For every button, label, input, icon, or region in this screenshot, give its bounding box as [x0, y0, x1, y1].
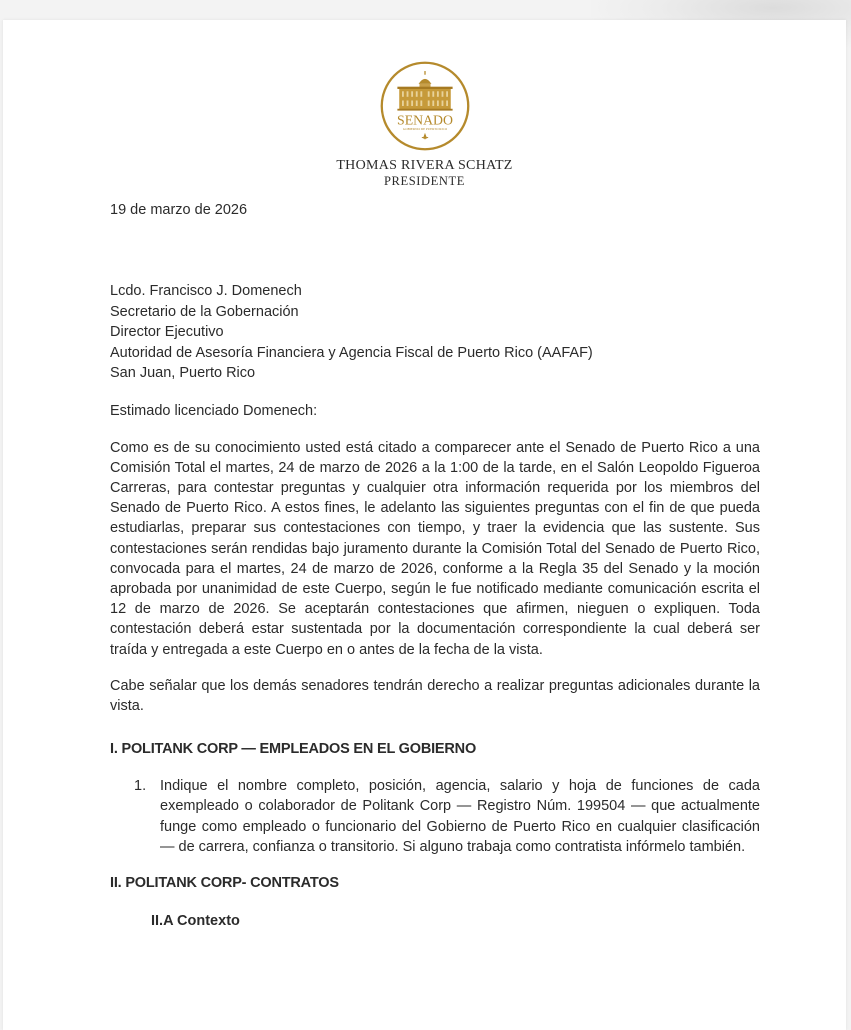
recipient-block — [110, 281, 760, 384]
subsection-heading: II.A Contexto — [151, 912, 240, 929]
letter-date: 19 de marzo de 2026 — [110, 202, 248, 218]
body-paragraph: Cabe señalar que los demás senadores tendrán derecho a realizar preguntas adicionales durante la vista. — [110, 677, 760, 714]
question-list — [110, 776, 760, 858]
senado-seal-icon — [379, 60, 471, 152]
president-name: THOMAS RIVERA SCHATZ — [336, 158, 513, 173]
salutation: Estimado licenciado Domenech: — [110, 402, 318, 419]
recipient-name: Lcdo. Francisco J. Domenech — [110, 283, 302, 299]
section-heading: I. POLITANK CORP — EMPLEADOS EN EL GOBIERNO — [110, 740, 477, 757]
list-item-text: Indique el nombre completo, posición, agencia, salario y hoja de funciones de cada exempleado o colaborador de Politank Corp — Registro Núm. 199504 — que actualmente funge como empleado o funcionario del Gobierno de Puerto Rico en cualquier clasificación — de carrera, confianza o transitorio. Si alguno trabaja como contratista infórmelo también. — [160, 777, 760, 856]
president-title: PRESIDENTE — [384, 174, 465, 188]
seal-word: SENADO — [396, 112, 453, 128]
list-item — [134, 776, 760, 858]
recipient-position: Secretario de la Gobernación — [110, 303, 299, 320]
recipient-role: Director Ejecutivo — [110, 324, 224, 340]
body-paragraph: Como es de su conocimiento usted está citado a comparecer ante el Senado de Puerto Rico a una Comisión Total el martes, 24 de marzo de 2026 a la 1:00 de la tarde, en el Salón Leopoldo Figueroa Carreras, para contestar preguntas y cualquier otra información requerida por los miembros del Senado de Puerto Rico. A estos fines, le adelanto las siguientes preguntas con el fin de que pueda estudiarlas, preparar sus contestaciones con tiempo, y traer la evidencia que las sustente. Sus contestaciones serán rendidas bajo juramento durante la Comisión Total del Senado de Puerto Rico, convocada para el martes, 24 de marzo de 2026, conforme a la Regla 35 del Senado y la moción aprobada por unanimidad de este Cuerpo, según le fue notificado mediante comunicación escrita el 12 de marzo de 2026. Se aceptarán contestaciones que afirmen, nieguen o expliquen. Toda contestación deberá estar sustentada por la documentación correspondiente la cual deberá ser traída y entregada a este Cuerpo en o antes de la fecha de la vista. — [110, 439, 760, 658]
list-item-number: 1. — [134, 777, 147, 794]
letter-body — [110, 200, 760, 931]
recipient-location: San Juan, Puerto Rico — [110, 365, 256, 381]
section-heading: II. POLITANK CORP- CONTRATOS — [110, 874, 339, 891]
letterhead — [3, 60, 846, 189]
recipient-agency: Autoridad de Asesoría Financiera y Agencia Fiscal de Puerto Rico (AAFAF) — [110, 344, 593, 361]
letter-page — [3, 20, 846, 1030]
seal-subtitle: GOBIERNO DE PUERTO RICO — [402, 126, 447, 131]
